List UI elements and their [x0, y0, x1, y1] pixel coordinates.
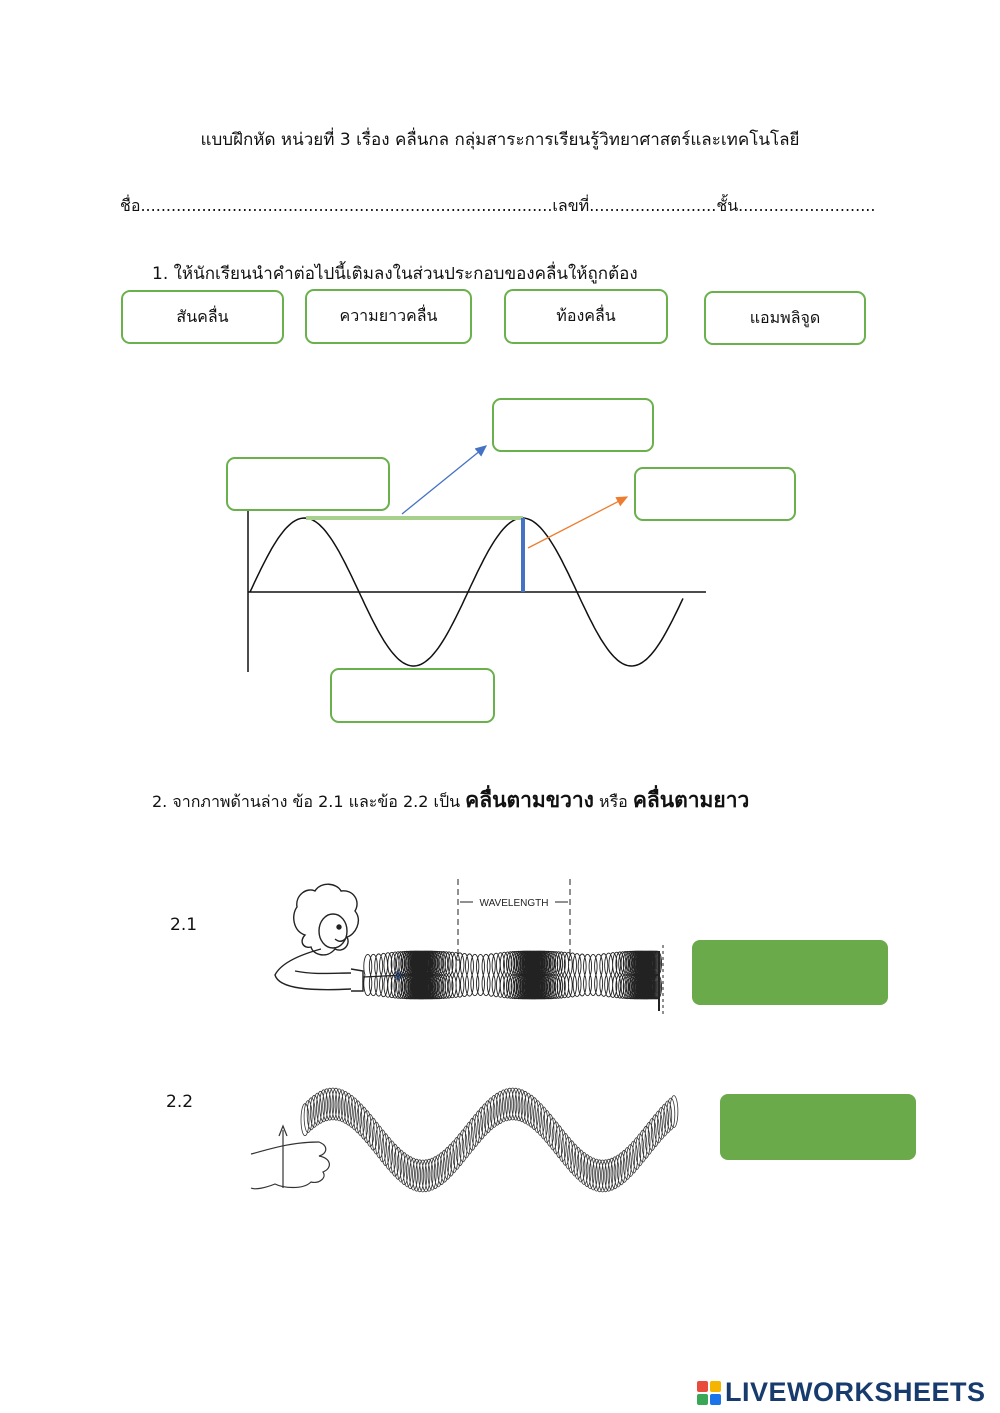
logo-mark-icon	[697, 1381, 721, 1405]
question-2-lead: 2. จากภาพด้านล่าง ข้อ 2.1 และข้อ 2.2 เป็น	[152, 792, 461, 811]
word-label: แอมพลิจูด	[749, 307, 821, 327]
answer-box-2-1[interactable]	[692, 940, 888, 1005]
hand-illustration	[251, 1126, 329, 1189]
drop-box-amplitude[interactable]	[634, 467, 796, 521]
wavelength-figure-label: WAVELENGTH	[479, 898, 549, 909]
wavelength-arrow	[402, 446, 486, 514]
liveworksheets-logo	[697, 1377, 986, 1408]
slinky-coil	[364, 951, 662, 999]
word-wavelength[interactable]	[305, 289, 472, 344]
person-illustration	[275, 884, 363, 991]
answer-box-2-2[interactable]	[720, 1094, 916, 1160]
word-amplitude[interactable]	[704, 291, 866, 345]
option-transverse: คลื่นตามขวาง	[465, 788, 594, 812]
slinky-coil-transverse	[301, 1088, 678, 1192]
drop-box-crest[interactable]	[226, 457, 390, 511]
student-info-line: ชื่อ.................................................................................เลขที่.........................ชั้น...........................	[120, 196, 876, 215]
word-trough[interactable]	[504, 289, 668, 344]
option-longitudinal: คลื่นตามยาว	[632, 788, 750, 812]
amplitude-arrow	[528, 497, 627, 548]
option-connector: หรือ	[599, 792, 628, 811]
transverse-wave-figure	[245, 1080, 715, 1210]
item-2-1-number: 2.1	[170, 915, 198, 935]
worksheet-title: แบบฝึกหัด หน่วยที่ 3 เรื่อง คลื่นกล กลุ่มสาระการเรียนรู้วิทยาศาสตร์และเทคโนโลยี	[200, 130, 800, 150]
logo-text: LIVEWORKSHEETS	[725, 1377, 986, 1407]
drop-box-trough[interactable]	[330, 668, 495, 723]
word-crest[interactable]	[121, 290, 284, 344]
question-1-prompt: 1. ให้นักเรียนนำคำต่อไปนี้เติมลงในส่วนประกอบของคลื่นให้ถูกต้อง	[152, 264, 638, 284]
question-2-prompt	[152, 784, 749, 817]
word-label: ความยาวคลื่น	[339, 306, 438, 325]
longitudinal-wave-figure	[255, 865, 675, 1015]
drop-box-wavelength[interactable]	[492, 398, 654, 452]
item-2-2-number: 2.2	[166, 1092, 194, 1112]
word-label: สันคลื่น	[176, 306, 229, 326]
word-label: ท้องคลื่น	[556, 306, 616, 325]
